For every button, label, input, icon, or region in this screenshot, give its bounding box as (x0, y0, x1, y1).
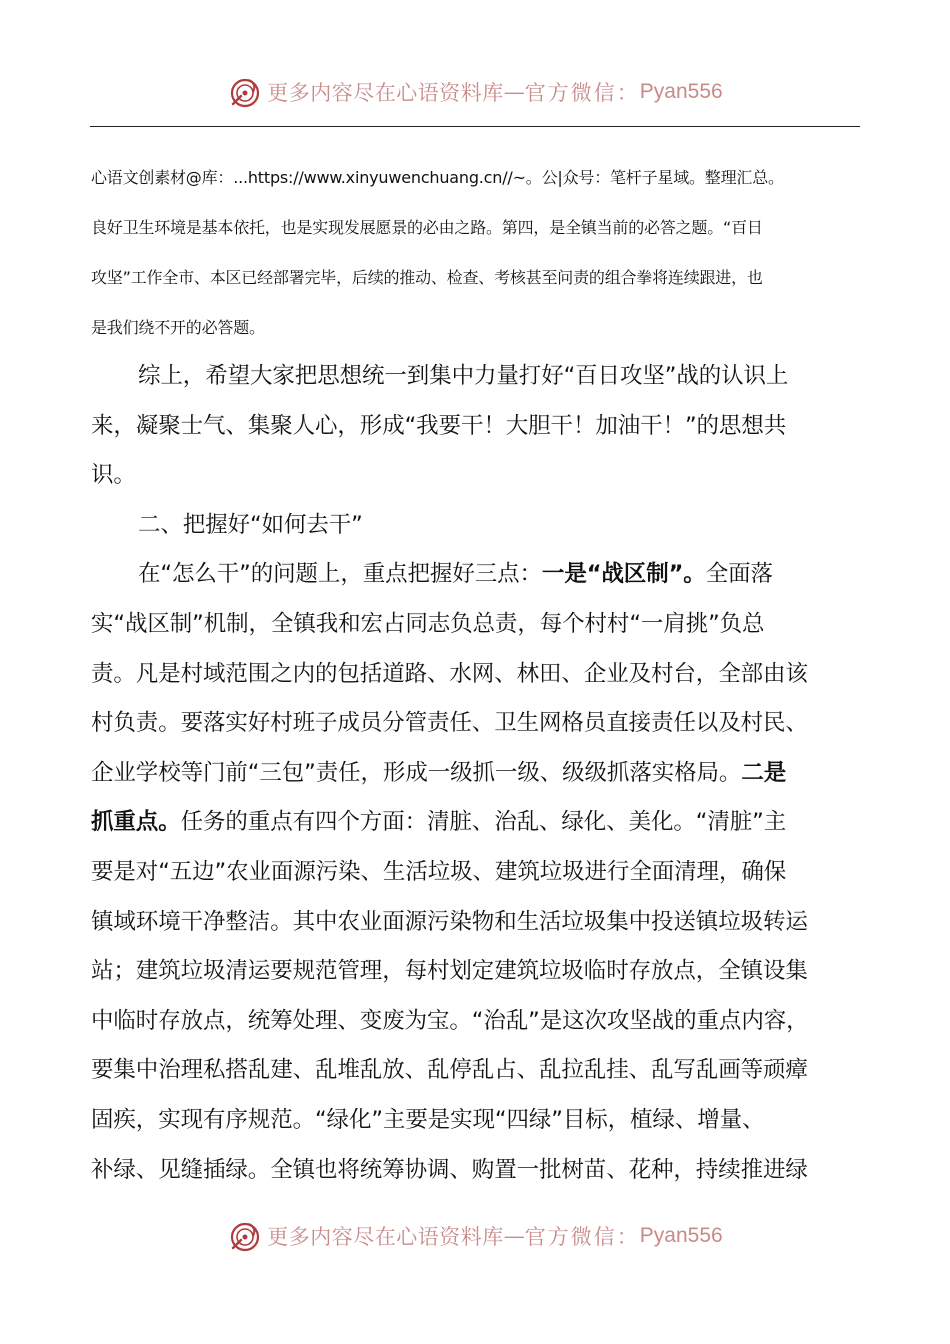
banner-wechat-label: 官方微信： (524, 81, 640, 105)
bold-point-two-start: 二是 (741, 759, 787, 786)
paragraph-line: 责。凡是村域范围之内的包括道路、水网、林田、企业及村台，全部由该 (91, 660, 808, 687)
summary-line: 综上，希望大家把思想统一到集中力量打好“百日攻坚”战的认识上 (138, 363, 789, 389)
logo-icon (227, 74, 263, 110)
paragraph-line: 要是对“五边”农业面源污染、生活垃圾、建筑垃圾进行全面清理，确保 (91, 858, 787, 885)
body-text (91, 352, 861, 1195)
bold-point-one: 一是“战区制”。 (541, 561, 706, 588)
paragraph-line: 要集中治理私搭乱建、乱堆乱放、乱停乱占、乱拉乱挂、乱写乱画等顽瘴 (91, 1057, 808, 1084)
paragraph-line (91, 749, 861, 799)
logo-icon (227, 1218, 263, 1254)
intro-line: 攻坚”工作全市、本区已经部署完毕，后续的推动、检查、考核甚至问责的组合拳将连续跟进，也 (91, 268, 763, 287)
banner-separator: — (503, 80, 525, 104)
banner-title: 更多内容尽在心语资料库 (267, 1225, 504, 1249)
intro-block (91, 153, 861, 353)
paragraph-line: 实“战区制”机制，全镇我和宏占同志负总责，每个村村“一肩挑”负总 (91, 610, 765, 637)
header-rule (90, 126, 860, 127)
section-heading: 二、把握好“如何去干” (138, 511, 363, 538)
paragraph-line (91, 798, 861, 848)
text-run: 全面落 (705, 561, 773, 588)
bold-point-two-end: 抓重点。 (91, 809, 181, 836)
banner-separator: — (503, 1224, 525, 1248)
header-banner (0, 68, 950, 116)
banner-wechat-id: Pyan556 (639, 80, 723, 103)
paragraph-line: 镇域环境干净整洁。其中农业面源污染物和生活垃圾集中投送镇垃圾转运 (91, 908, 808, 935)
summary-line: 识。 (91, 462, 136, 489)
banner-wechat-label: 官方微信： (524, 1225, 640, 1249)
text-run: 任务的重点有四个方面：清脏、治乱、绿化、美化。“清脏”主 (180, 809, 787, 836)
paragraph-line: 固疾，实现有序规范。“绿化”主要是实现“四绿”目标，植绿、增量、 (91, 1106, 765, 1133)
intro-line: 是我们绕不开的必答题。 (91, 318, 265, 337)
banner-title: 更多内容尽在心语资料库 (267, 81, 504, 105)
intro-line: 良好卫生环境是基本依托，也是实现发展愿景的必由之路。第四，是全镇当前的必答之题。“百日 (91, 218, 763, 237)
intro-line: 心语文创素材@库：...https://www.xinyuwenchuang.cn//~。公|众号：笔杆子星域。整理汇总。 (91, 168, 784, 187)
banner-wechat-id: Pyan556 (639, 1224, 723, 1247)
text-run: 在“怎么干”的问题上，重点把握好三点： (138, 561, 542, 588)
paragraph-line: 补绿、见缝插绿。全镇也将统筹协调、购置一批树苗、花种，持续推进绿 (91, 1156, 808, 1183)
paragraph-line (91, 550, 861, 600)
paragraph-line: 站；建筑垃圾清运要规范管理，每村划定建筑垃圾临时存放点，全镇设集 (91, 958, 808, 985)
footer-banner (0, 1212, 950, 1260)
text-run: 企业学校等门前“三包”责任，形成一级抓一级、级级抓落实格局。 (91, 759, 742, 786)
paragraph-line: 村负责。要落实好村班子成员分管责任、卫生网格员直接责任以及村民、 (91, 710, 808, 737)
paragraph-line: 中临时存放点，统筹处理、变废为宝。“治乱”是这次攻坚战的重点内容， (91, 1007, 809, 1034)
summary-line: 来，凝聚士气、集聚人心，形成“我要干！大胆干！加油干！”的思想共 (91, 412, 787, 439)
